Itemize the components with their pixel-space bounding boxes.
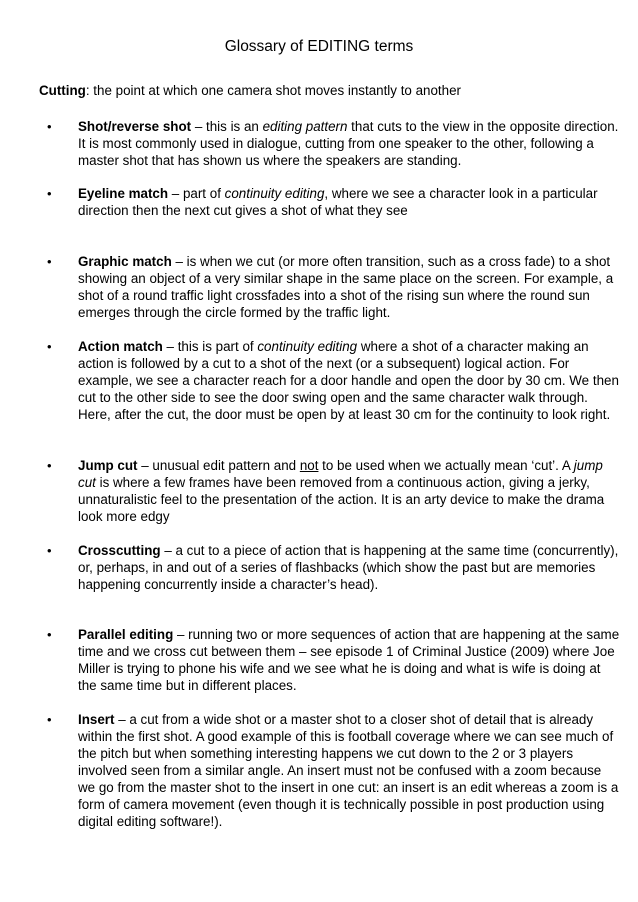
- definition-text: is where a few frames have been removed from a continuous action, giving a jerky, unnaturalistic feel to the presentation of the action. It is an arty device to make the drama look more edgy: [78, 475, 605, 524]
- glossary-term: Action match: [78, 339, 163, 354]
- page-title: Glossary of EDITING terms: [224, 38, 414, 55]
- definition-text: – this is an: [191, 119, 263, 134]
- glossary-item: [47, 626, 620, 694]
- definition-text: continuity editing: [257, 339, 358, 354]
- glossary-item: [47, 118, 620, 169]
- bullet-icon: •: [47, 712, 52, 727]
- bullet-icon: •: [47, 339, 52, 354]
- definition-text: to be used when we actually mean ‘cut’. A: [318, 458, 574, 473]
- glossary-item: [47, 711, 620, 830]
- glossary-definition: [60, 542, 620, 593]
- glossary-definition: [60, 338, 620, 423]
- glossary-term: Parallel editing: [78, 627, 174, 642]
- glossary-item: [47, 185, 620, 219]
- glossary-term: Graphic match: [78, 254, 172, 269]
- glossary-term: Eyeline match: [78, 186, 169, 201]
- glossary-term: Shot/reverse shot: [78, 119, 192, 134]
- bullet-icon: •: [47, 186, 52, 201]
- glossary-item: [47, 457, 620, 525]
- definition-text: – unusual edit pattern and: [137, 458, 300, 473]
- intro-paragraph: [39, 82, 619, 99]
- glossary-definition: [60, 185, 620, 219]
- glossary-definition: [60, 711, 620, 830]
- glossary-item: [47, 253, 620, 321]
- definition-text: – is when we cut (or more often transition, such as a cross fade) to a shot showing an object of a very similar shape in the same place on the screen. For example, a shot of a round traffic light crossfades into a shot of the rising sun where the round sun emerges through the circle formed by the traffic light.: [78, 254, 614, 320]
- bullet-icon: •: [47, 254, 52, 269]
- glossary-definition: [60, 457, 620, 525]
- definition-text: jump cut: [78, 458, 603, 490]
- definition-text: that cuts to the view in the opposite direction. It is most commonly used in dialogue, cutting from one speaker to the other, following a master shot that has shown us where the speakers are standing.: [78, 119, 619, 168]
- glossary-definition: [60, 118, 620, 169]
- definition-text: continuity editing: [224, 186, 325, 201]
- glossary-definition: [60, 626, 620, 694]
- definition-text: – running two or more sequences of action that are happening at the same time and we cross cut between them – see episode 1 of Criminal Justice (2009) where Joe Miller is trying to phone his wife and we see what he is doing and what is wife is doing at the same time but in different places.: [78, 627, 620, 693]
- glossary-item: [47, 338, 620, 423]
- glossary-term: Insert: [78, 712, 115, 727]
- glossary-term: Jump cut: [78, 458, 138, 473]
- definition-text: editing pattern: [262, 119, 348, 134]
- glossary-item: [47, 542, 620, 593]
- bullet-icon: •: [47, 627, 52, 642]
- definition-text: not: [299, 458, 319, 473]
- definition-text: , where we see a character look in a particular direction then the next cut gives a shot of what they see: [78, 186, 598, 218]
- definition-text: – this is part of: [162, 339, 258, 354]
- glossary-term: Crosscutting: [78, 543, 161, 558]
- bullet-icon: •: [47, 458, 52, 473]
- bullet-icon: •: [47, 119, 52, 134]
- definition-text: – part of: [168, 186, 225, 201]
- glossary-definition: [60, 253, 620, 321]
- definition-text: – a cut from a wide shot or a master shot to a closer shot of detail that is already within the first shot. A good example of this is football coverage where we can see much of the pitch but when something interesting happens we cut down to the 2 or 3 players involved seen from a similar angle. An insert must not be confused with a zoom because we go from the master shot to the insert in one cut: an insert is an edit whereas a zoom is a form of camera movement (even though it is technically possible in post production using digital editing software!).: [78, 712, 619, 829]
- intro-term: Cutting: [39, 83, 86, 98]
- intro-definition: : the point at which one camera shot moves instantly to another: [85, 83, 462, 98]
- definition-text: – a cut to a piece of action that is happening at the same time (concurrently), or, perhaps, in and out of a series of flashbacks (which show the past but are memories happening concurrently inside a character’s head).: [78, 543, 619, 592]
- bullet-icon: •: [47, 543, 52, 558]
- definition-text: where a shot of a character making an action is followed by a cut to a shot of the next (or a subsequent) logical action. For example, we see a character reach for a door handle and open the door by 30 cm. We then cut to the other side to see the door swing open and the same character walk through. Here, after the cut, the door must be open by at least 30 cm for the continuity to look right.: [78, 339, 619, 422]
